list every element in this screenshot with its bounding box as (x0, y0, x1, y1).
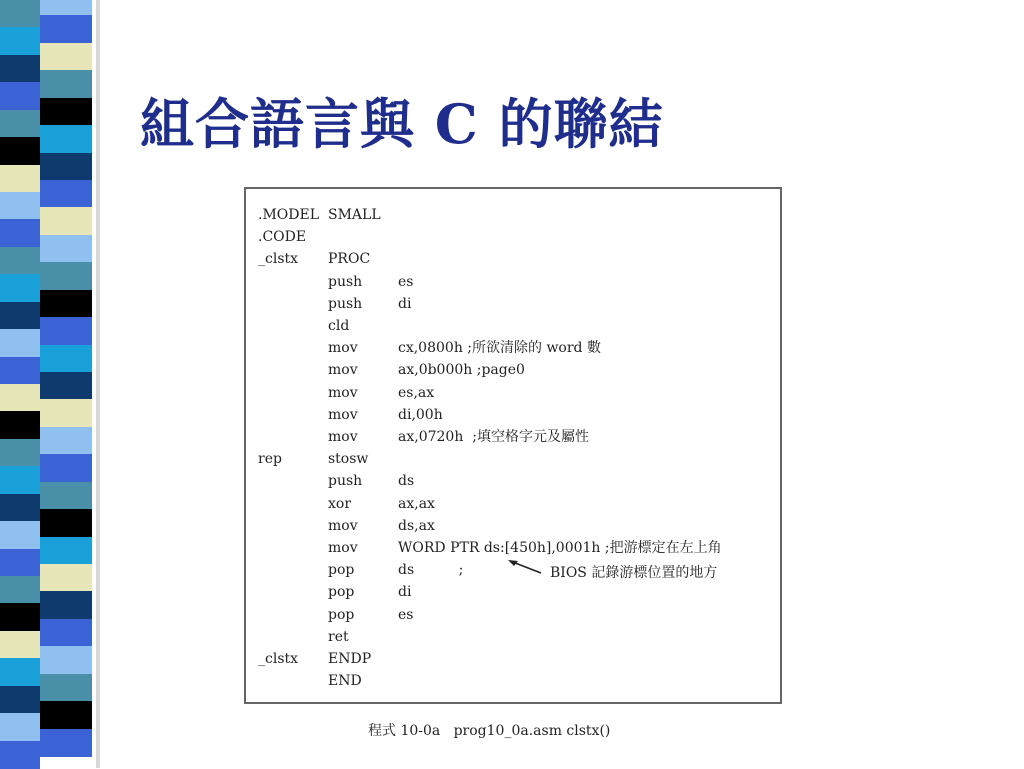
code-opcode: stosw (328, 451, 369, 468)
figure-caption: 程式 10-0a prog10_0a.asm clstx() (368, 723, 611, 739)
code-operand: di (398, 295, 412, 312)
stripe-block (0, 247, 40, 275)
stripe-column (40, 0, 92, 768)
stripe-block (40, 43, 92, 71)
code-operand: es (398, 606, 414, 623)
slide-title: 組合語言與 C 的聯結 (140, 92, 664, 156)
code-opcode: mov (328, 406, 358, 423)
stripe-block (0, 603, 40, 631)
stripe-block (0, 137, 40, 165)
stripe-block (0, 713, 40, 741)
stripe-block (0, 219, 40, 247)
code-opcode: mov (328, 517, 358, 534)
code-opcode: pop (328, 562, 355, 579)
annotation-arrow-icon (246, 189, 784, 706)
stripe-block (0, 357, 40, 385)
code-operand: ax,0b000h ;page0 (398, 362, 525, 379)
code-operand: ds,ax (398, 517, 435, 534)
stripe-block (0, 521, 40, 549)
code-annotation: BIOS 記錄游標位置的地方 (550, 565, 718, 581)
stripe-block (0, 0, 40, 28)
stripe-block (40, 262, 92, 290)
stripe-block (40, 345, 92, 373)
stripe-block (40, 15, 92, 43)
code-operand: ax,ax (398, 495, 435, 512)
code-label: .MODEL (258, 207, 320, 223)
code-operand: di,00h (398, 406, 443, 423)
code-opcode: ENDP (328, 651, 372, 667)
code-figure (244, 187, 782, 704)
stripe-block (40, 70, 92, 98)
code-opcode: PROC (328, 251, 371, 268)
stripe-block (0, 192, 40, 220)
stripe-block (40, 509, 92, 537)
stripe-block (40, 180, 92, 208)
stripe-block (0, 302, 40, 330)
code-operand: ds ; (398, 562, 464, 579)
stripe-block (40, 701, 92, 729)
code-opcode: pop (328, 606, 355, 623)
stripe-block (0, 631, 40, 659)
stripe-block (40, 619, 92, 647)
stripe-block (40, 235, 92, 263)
code-opcode: push (328, 473, 363, 490)
stripe-block (0, 741, 40, 769)
stripe-block (0, 82, 40, 110)
stripe-block (40, 207, 92, 235)
stripe-block (0, 466, 40, 494)
code-opcode: mov (328, 340, 358, 357)
stripe-block (40, 564, 92, 592)
code-opcode: SMALL (328, 207, 381, 223)
stripe-block (0, 27, 40, 55)
stripe-block (0, 411, 40, 439)
stripe-block (40, 98, 92, 126)
stripe-block (40, 153, 92, 181)
code-label: .CODE (258, 229, 307, 246)
stripe-block (40, 537, 92, 565)
stripe-block (40, 482, 92, 510)
stripe-column (0, 0, 40, 768)
stripe-block (40, 454, 92, 482)
code-opcode: cld (328, 318, 350, 334)
stripe-block (0, 110, 40, 138)
code-opcode: ret (328, 628, 349, 645)
code-opcode: mov (328, 540, 358, 556)
code-opcode: push (328, 273, 363, 290)
stripe-block (40, 0, 92, 16)
code-label: _clstx (258, 651, 299, 667)
code-label: _clstx (258, 251, 299, 268)
code-operand: ds (398, 473, 415, 490)
stripe-block (0, 55, 40, 83)
code-opcode: pop (328, 584, 355, 601)
code-opcode: mov (328, 362, 358, 379)
stripe-block (40, 646, 92, 674)
stripe-block (40, 591, 92, 619)
stripe-block (0, 274, 40, 302)
code-operand: es,ax (398, 384, 435, 401)
stripe-block (40, 125, 92, 153)
stripe-block (0, 576, 40, 604)
code-label: rep (258, 451, 282, 468)
stripe-block (0, 384, 40, 412)
stripe-block (40, 674, 92, 702)
stripe-block (40, 290, 92, 318)
code-opcode: xor (328, 495, 352, 512)
code-operand: di (398, 584, 412, 601)
stripe-block (0, 549, 40, 577)
code-operand: WORD PTR ds:[450h],0001h ;把游標定在左上角 (398, 540, 722, 556)
stripe-block (40, 372, 92, 400)
decorative-stripe-bar (0, 0, 95, 768)
code-opcode: push (328, 295, 363, 312)
stripe-block (40, 317, 92, 345)
stripe-block (0, 494, 40, 522)
code-operand: cx,0800h ;所欲清除的 word 數 (398, 340, 601, 357)
stripe-block (0, 165, 40, 193)
code-opcode: mov (328, 384, 358, 401)
code-opcode: mov (328, 429, 358, 445)
code-operand: es (398, 273, 414, 290)
stripe-block (0, 658, 40, 686)
stripe-block (0, 329, 40, 357)
stripe-block (40, 427, 92, 455)
stripe-block (0, 686, 40, 714)
code-operand: ax,0720h ;填空格字元及屬性 (398, 429, 589, 445)
stripe-block (40, 399, 92, 427)
decorative-divider (96, 0, 100, 768)
stripe-block (40, 729, 92, 757)
code-opcode: END (328, 673, 362, 690)
stripe-block (0, 439, 40, 467)
